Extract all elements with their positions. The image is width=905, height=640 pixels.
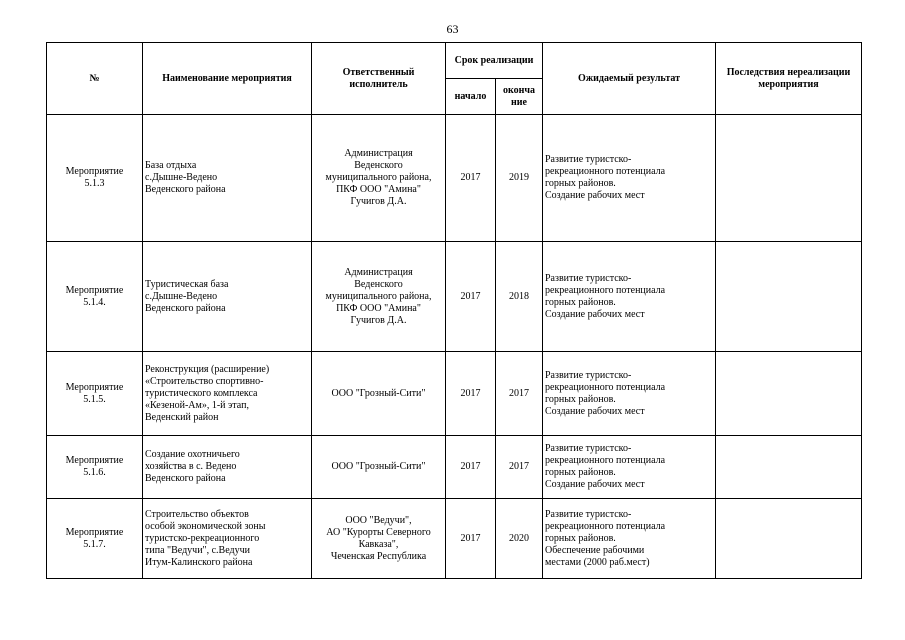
measure-name-line: туристического комплекса (145, 387, 258, 399)
measure-consequences (716, 242, 862, 352)
header-end: оконча ние (496, 79, 543, 115)
measure-result-line: Развитие туристско- (545, 369, 632, 381)
measure-result-line: горных районов. (545, 467, 616, 478)
measure-executor-line: Администрация (344, 266, 413, 278)
measure-number-line: 5.1.4. (83, 296, 106, 308)
measure-number (47, 499, 143, 579)
measure-executor (312, 352, 446, 436)
measure-result-line: местами (2000 раб.мест) (545, 556, 650, 568)
measure-number-line: Мероприятие (65, 166, 124, 177)
measure-result (543, 352, 716, 436)
measure-executor-line: Администрация (344, 148, 413, 159)
measure-executor-line: Кавказа", (358, 538, 399, 550)
measure-name-line: туристско-рекреационного (145, 532, 260, 544)
measure-start-year: 2017 (446, 242, 496, 352)
measure-executor-line: муниципального района, (325, 172, 432, 183)
measure-name (143, 115, 312, 242)
measure-result-line: горных районов. (545, 178, 616, 189)
measure-name-line: «Кезеной-Ам», 1-й этап, (145, 399, 249, 411)
measure-result-line: рекреационного потенциала (545, 166, 666, 177)
measure-executor-line: Веденского (354, 160, 403, 171)
measure-end-year: 2017 (496, 436, 543, 499)
measure-number (47, 352, 143, 436)
measure-number (47, 242, 143, 352)
table-row (47, 352, 862, 436)
measure-executor-line: ООО "Грозный-Сити" (331, 387, 426, 399)
measure-number-line: Мероприятие (65, 381, 124, 393)
measure-name (143, 242, 312, 352)
measure-result-line: Развитие туристско- (545, 154, 632, 165)
header-result: Ожидаемый результат (543, 43, 716, 115)
measure-executor-line: ПКФ ООО "Амина" (336, 184, 421, 195)
measure-name-line: Туристическая база (145, 278, 229, 290)
measure-name-line: с.Дышне-Ведено (145, 172, 218, 183)
measure-name-line: с.Дышне-Ведено (145, 290, 218, 302)
measure-name-line: хозяйства в с. Ведено (145, 461, 237, 472)
measure-result (543, 242, 716, 352)
measure-result-line: Развитие туристско- (545, 508, 632, 520)
measure-executor-line: ООО "Грозный-Сити" (331, 461, 426, 472)
measure-end-year: 2019 (496, 115, 543, 242)
page-number: 63 (446, 22, 459, 36)
measure-name-line: «Строительство спортивно- (145, 375, 264, 387)
measure-name-line: типа "Ведучи", с.Ведучи (145, 544, 251, 556)
measure-end-year: 2020 (496, 499, 543, 579)
measure-start-year: 2017 (446, 499, 496, 579)
measure-result-line: Развитие туристско- (545, 443, 632, 454)
measure-executor-line: Гучигов Д.А. (350, 196, 407, 207)
measure-number-line: Мероприятие (65, 455, 124, 466)
measure-name-line: Создание охотничьего (145, 449, 240, 460)
measure-name (143, 436, 312, 499)
measure-executor (312, 499, 446, 579)
measure-result-line: горных районов. (545, 296, 616, 308)
measure-number-line: 5.1.3 (84, 178, 105, 189)
measure-result-line: Создание рабочих мест (545, 479, 645, 490)
measure-result-line: рекреационного потенциала (545, 381, 666, 393)
measure-name-line: Итум-Калинского района (145, 556, 253, 568)
header-start: начало (446, 79, 496, 115)
measure-name-line: Строительство объектов (145, 508, 249, 520)
measure-name-line: Веденский район (145, 411, 219, 423)
measure-number (47, 115, 143, 242)
measure-start-year: 2017 (446, 352, 496, 436)
measure-name-line: Веденского района (145, 302, 226, 314)
measure-name-line: Веденского района (145, 473, 226, 484)
header-num: № (47, 43, 143, 115)
measure-consequences (716, 115, 862, 242)
measure-result-line: рекреационного потенциала (545, 520, 666, 532)
measure-number (47, 436, 143, 499)
measure-result (543, 436, 716, 499)
measure-executor-line: Веденского (354, 278, 403, 290)
measure-executor (312, 242, 446, 352)
measure-executor (312, 436, 446, 499)
measure-executor-line: АО "Курорты Северного (326, 526, 431, 538)
measure-start-year: 2017 (446, 115, 496, 242)
measure-end-year: 2018 (496, 242, 543, 352)
measure-consequences (716, 436, 862, 499)
measure-name (143, 352, 312, 436)
measure-result-line: Создание рабочих мест (545, 405, 645, 417)
table-row (47, 242, 862, 352)
measure-result-line: Развитие туристско- (545, 272, 632, 284)
measure-executor-line: муниципального района, (325, 290, 432, 302)
measure-result-line: Обеспечение рабочими (545, 544, 645, 556)
header-consequences: Последствия нереализации мероприятия (716, 43, 862, 115)
measure-number-line: Мероприятие (65, 526, 124, 538)
measure-number-line: 5.1.5. (83, 393, 106, 405)
measure-result-line: горных районов. (545, 393, 616, 405)
measure-name-line: Веденского района (145, 184, 226, 195)
measure-result-line: рекреационного потенциала (545, 455, 666, 466)
measure-consequences (716, 499, 862, 579)
measure-number-line: 5.1.7. (83, 538, 106, 550)
measure-result (543, 115, 716, 242)
measure-consequences (716, 352, 862, 436)
measure-name-line: Реконструкция (расширение) (145, 363, 270, 375)
measure-result-line: Создание рабочих мест (545, 190, 645, 201)
measure-result-line: рекреационного потенциала (545, 284, 666, 296)
measures-table (46, 42, 862, 579)
measure-name-line: База отдыха (145, 160, 197, 171)
header-term: Срок реализации (446, 43, 543, 79)
measure-result (543, 499, 716, 579)
table-row (47, 436, 862, 499)
measure-end-year: 2017 (496, 352, 543, 436)
header-name: Наименование мероприятия (143, 43, 312, 115)
measure-executor-line: ПКФ ООО "Амина" (336, 302, 421, 314)
measure-result-line: Создание рабочих мест (545, 308, 645, 320)
table-row (47, 499, 862, 579)
header-executor: Ответственный исполнитель (312, 43, 446, 115)
measure-number-line: 5.1.6. (83, 467, 106, 478)
measure-executor (312, 115, 446, 242)
measure-result-line: горных районов. (545, 532, 616, 544)
measure-executor-line: Гучигов Д.А. (350, 314, 407, 326)
table-row (47, 115, 862, 242)
measure-executor-line: Чеченская Республика (330, 550, 427, 562)
measure-executor-line: ООО "Ведучи", (345, 514, 412, 526)
measure-name-line: особой экономической зоны (145, 520, 266, 532)
measure-name (143, 499, 312, 579)
measure-start-year: 2017 (446, 436, 496, 499)
measure-number-line: Мероприятие (65, 284, 124, 296)
